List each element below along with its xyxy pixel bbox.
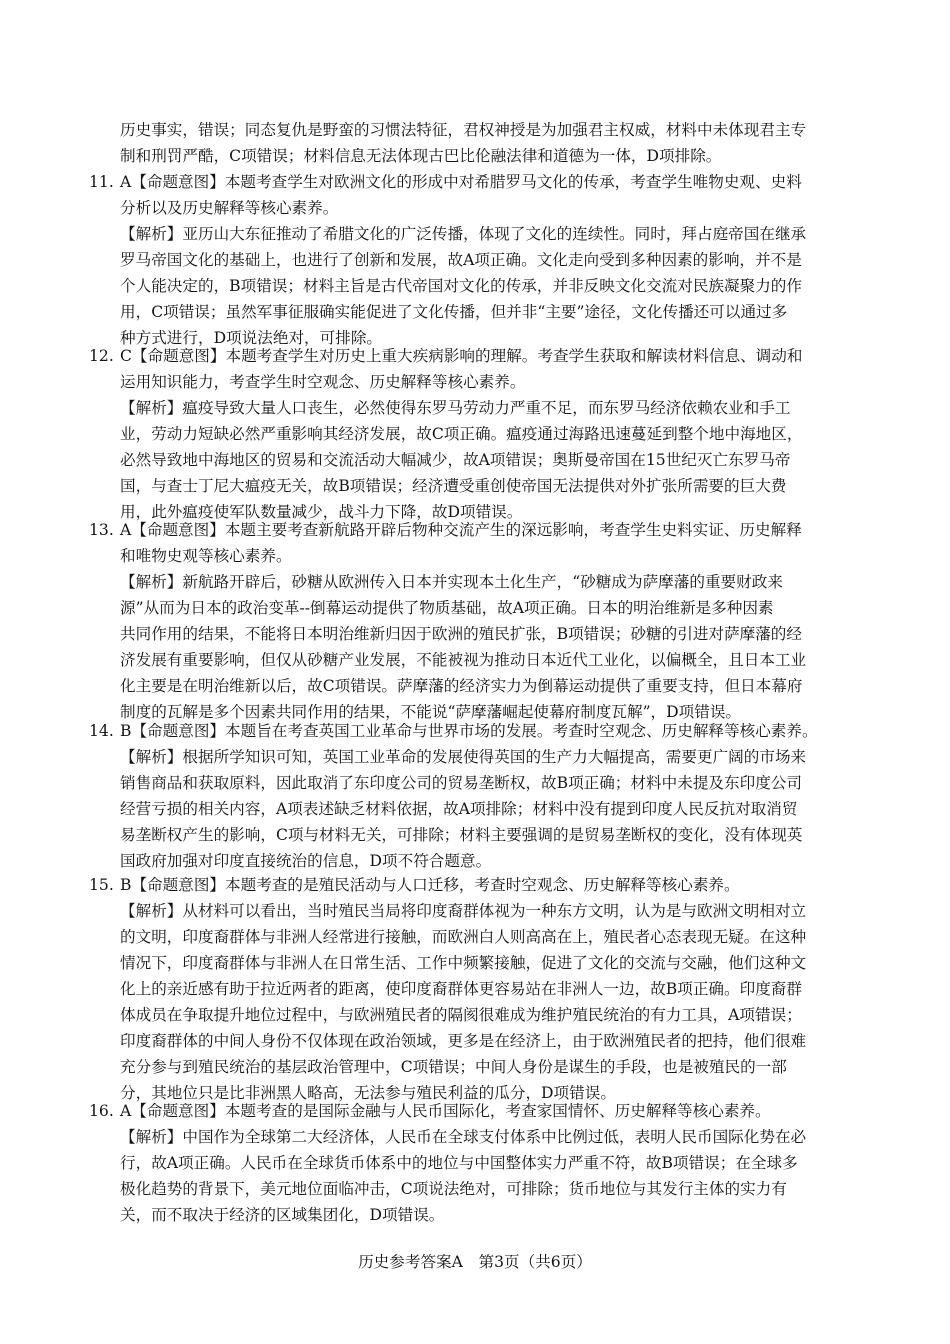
paragraph-line: 【解析】瘟疫导致大量人口丧生，必然使得东罗马劳动力严重不足，而东罗马经济依赖农业和手工 — [120, 399, 791, 417]
paragraph-line: 制度的瓦解是多个因素共同作用的结果，不能说“萨摩藩崛起使幕府制度瓦解”，D项错误。 — [120, 703, 742, 721]
paragraph-line: 的文明，印度裔群体与非洲人经常进行接触，而欧洲白人则高高在上，殖民者心态表现无疑。在这种 — [120, 928, 807, 946]
paragraph-line: 个人能决定的，B项错误；材料主旨是古代帝国对文化的传承，并非反映文化交流对民族凝聚力的作 — [120, 277, 802, 295]
paragraph-line: 情况下，印度裔群体与非洲人在日常生活、工作中频繁接触，促进了文化的交流与交融，他们这种文 — [120, 954, 807, 972]
paragraph-line: 【解析】中国作为全球第二大经济体，人民币在全球支付体系中比例过低，表明人民币国际化势在必 — [120, 1128, 807, 1146]
paragraph-line: 用，C项错误；虽然军事征服确实能促进了文化传播，但并非“主要”途径，文化传播还可以通过多 — [120, 303, 788, 321]
paragraph-line: 制和刑罚严酷，C项错误；材料信息无法体现古巴比伦融法律和道德为一体，D项排除。 — [120, 147, 722, 165]
paragraph-line: 【解析】从材料可以看出，当时殖民当局将印度裔群体视为一种东方文明，认为是与欧洲文明相对立 — [120, 902, 807, 920]
paragraph-line: 国政府加强对印度直接统治的信息，D项不符合题意。 — [120, 852, 492, 870]
item-number: 11. — [89, 173, 114, 191]
paragraph-line: 历史事实，错误；同态复仇是野蛮的习惯法特征，君权神授是为加强君主权威，材料中未体现君主专 — [120, 121, 807, 139]
paragraph-line: 业，劳动力短缺必然严重影响其经济发展，故C项正确。瘟疫通过海路迅速蔓延到整个地中海地区， — [120, 425, 803, 443]
paragraph-line: 运用知识能力，考查学生时空观念、历史解释等核心素养。 — [120, 373, 526, 391]
paragraph-line: 用，此外瘟疫使军队数量减少，战斗力下降，故D项错误。 — [120, 503, 523, 521]
paragraph-line: 【解析】亚历山大东征推动了希腊文化的广泛传播，体现了文化的连续性。同时，拜占庭帝国在继承 — [120, 225, 807, 243]
paragraph-line: 易垄断权产生的影响，C项与材料无关，可排除；材料主要强调的是贸易垄断权的变化，没有体现英 — [120, 826, 803, 844]
item-number: 12. — [89, 347, 114, 365]
paragraph-line: 国，与查士丁尼大瘟疫无关，故B项错误；经济遭受重创使帝国无法提供对外扩张所需要的巨大费 — [120, 477, 787, 495]
item-head: A【命题意图】本题考查学生对欧洲文化的形成中对希腊罗马文化的传承，考查学生唯物史观、史料 — [120, 173, 802, 191]
item-head: B【命题意图】本题旨在考查英国工业革命与世界市场的发展。考查时空观念、历史解释等核心素养。 — [120, 722, 818, 740]
paragraph-line: 济发展有重要影响，但仅从砂糖产业发展，不能被视为推动日本近代工业化，以偏概全，且日本工业 — [120, 651, 807, 669]
paragraph-line: 源”从而为日本的政治变革--倒幕运动提供了物质基础，故A项正确。日本的明治维新是多种因素 — [120, 599, 774, 617]
paragraph-line: 印度裔群体的中间人身份不仅体现在政治领域，更多是在经济上，由于欧洲殖民者的把持，他们很难 — [120, 1032, 807, 1050]
paragraph-line: 种方式进行，D项说法绝对，可排除。 — [120, 329, 383, 347]
item-number: 15. — [89, 876, 114, 894]
item-number: 16. — [89, 1102, 114, 1120]
paragraph-line: 体成员在争取提升地位过程中，与欧洲殖民者的隔阂很难成为维护殖民统治的有力工具，A项错误； — [120, 1006, 802, 1024]
paragraph-line: 充分参与到殖民统治的基层政治管理中，C项错误；中间人身份是谋生的手段，也是被殖民的一部 — [120, 1058, 787, 1076]
item-head: B【命题意图】本题考查的是殖民活动与人口迁移，考查时空观念、历史解释等核心素养。 — [120, 876, 740, 894]
page-footer: 历史参考答案A 第3页（共6页） — [358, 1253, 592, 1271]
paragraph-line: 极化趋势的背景下，美元地位面临冲击，C项说法绝对，可排除；货币地位与其发行主体的实力有 — [120, 1180, 787, 1198]
paragraph-line: 共同作用的结果，不能将日本明治维新归因于欧洲的殖民扩张，B项错误；砂糖的引进对萨摩藩的经 — [120, 625, 802, 643]
paragraph-line: 行，故A项正确。人民币在全球货币体系中的地位与中国整体实力严重不符，故B项错误；在全球多 — [120, 1154, 798, 1172]
paragraph-line: 罗马帝国文化的基础上，也进行了创新和发展，故A项正确。文化走向受到多种因素的影响，并不是 — [120, 251, 802, 269]
item-head: C【命题意图】本题考查学生对历史上重大疾病影响的理解。考查学生获取和解读材料信息、调动和 — [120, 347, 803, 365]
paragraph-line: 和唯物史观等核心素养。 — [120, 547, 292, 565]
paragraph-line: 分析以及历史解释等核心素养。 — [120, 199, 339, 217]
item-head: A【命题意图】本题主要考查新航路开辟后物种交流产生的深远影响，考查学生史料实证、历史解释 — [120, 521, 802, 539]
item-number: 13. — [89, 521, 114, 539]
paragraph-line: 化上的亲近感有助于拉近两者的距离，使印度裔群体更容易站在非洲人一边，故B项正确。印度裔群 — [120, 980, 802, 998]
paragraph-line: 【解析】新航路开辟后，砂糖从欧洲传入日本并实现本土化生产，“砂糖成为萨摩藩的重要财政来 — [120, 573, 783, 591]
paragraph-line: 关，而不取决于经济的区域集团化，D项错误。 — [120, 1206, 445, 1224]
paragraph-line: 化主要是在明治维新以后，故C项错误。萨摩藩的经济实力为倒幕运动提供了重要支持，但日本幕府 — [120, 677, 803, 695]
paragraph-line: 【解析】根据所学知识可知，英国工业革命的发展使得英国的生产力大幅提高，需要更广阔的市场来 — [120, 748, 807, 766]
item-number: 14. — [89, 722, 114, 740]
item-head: A【命题意图】本题考查的是国际金融与人民币国际化，考查家国情怀、历史解释等核心素养。 — [120, 1102, 771, 1120]
paragraph-line: 必然导致地中海地区的贸易和交流活动大幅减少，故A项错误；奥斯曼帝国在15世纪灭亡东罗马帝 — [120, 451, 791, 469]
paragraph-line: 销售商品和获取原料，因此取消了东印度公司的贸易垄断权，故B项正确；材料中未提及东印度公司 — [120, 774, 802, 792]
paragraph-line: 经营亏损的相关内容，A项表述缺乏材料依据，故A项排除；材料中没有提到印度人民反抗对取消贸 — [120, 800, 798, 818]
paragraph-line: 分，其地位只是比非洲黑人略高，无法参与殖民利益的瓜分，D项错误。 — [120, 1084, 616, 1102]
